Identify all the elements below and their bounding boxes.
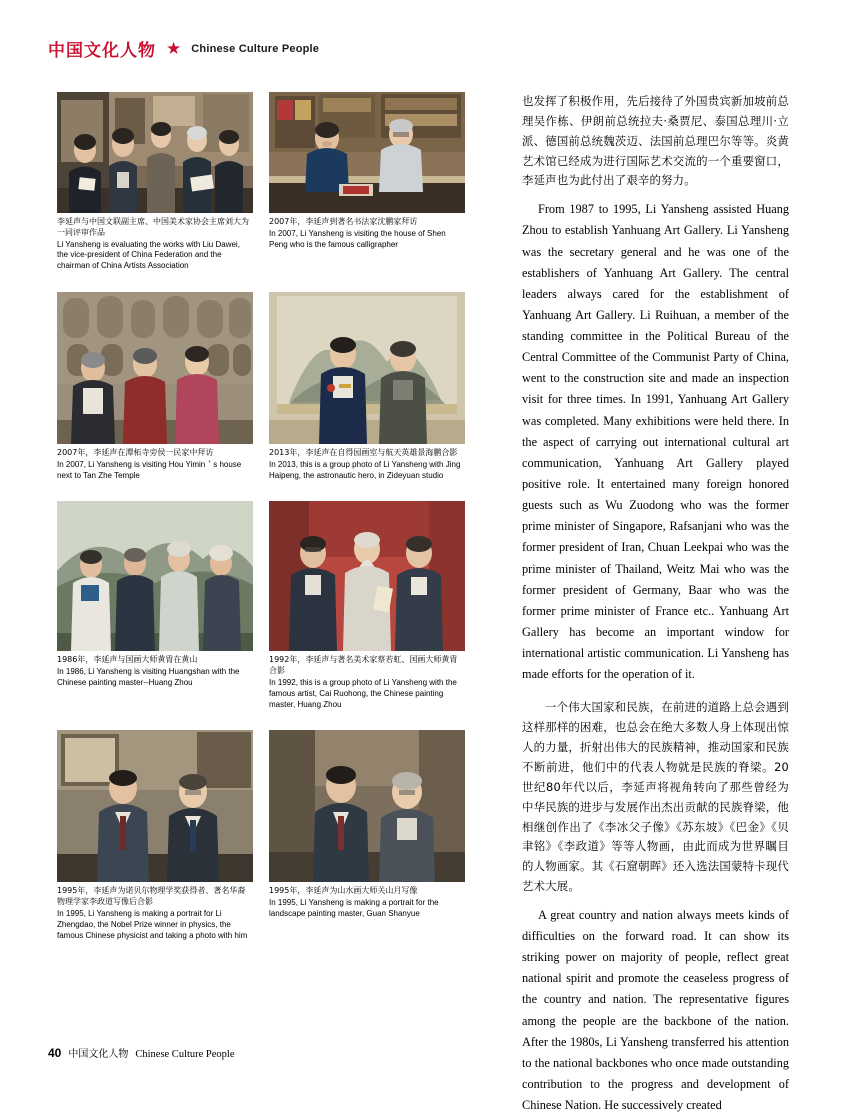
photo-image-two-men-portrait	[57, 730, 253, 882]
caption-en: In 1995, Li Yansheng is making a portrait for Li Zhengdao, the Nobel Prize winner in physics, the famous Chinese physicist and taking a photo with him	[57, 908, 248, 940]
caption-cn: 2013年，李延声在自得园画室与航天英雄景海鹏合影	[269, 447, 458, 457]
caption-cn: 2007年，李延声到著名书法家沈鹏家拜访	[269, 217, 418, 226]
page-number: 40	[48, 1046, 62, 1060]
caption-en: In 2007, Li Yansheng is visiting the house of Shen Peng who is the famous calligrapher	[269, 228, 446, 249]
footer-title-cn: 中国文化人物	[68, 1049, 129, 1060]
caption-en: In 2007, Li Yansheng is visiting Hou Yimin＇s house next to Tan Zhe Temple	[57, 459, 242, 480]
photo-block	[57, 730, 253, 941]
masthead-logo-en: Chinese Culture People	[191, 42, 320, 55]
photo-image-studio-astronaut	[269, 292, 465, 444]
photo-caption	[57, 448, 253, 481]
photo-image-two-men-seated	[269, 730, 465, 882]
photo-block	[269, 730, 465, 941]
photo-caption	[269, 886, 465, 919]
photo-block	[269, 501, 465, 710]
photo-block	[57, 292, 253, 481]
photo-block	[57, 501, 253, 710]
photo-caption	[57, 655, 253, 688]
photo-block	[269, 292, 465, 481]
photo-caption	[269, 448, 465, 481]
paragraph-en-1: From 1987 to 1995, Li Yansheng assisted Huang Zhou to establish Yanhuang Art Gallery. Li Yansheng was the secretary general and he was one of the establishers of Yanhuang Art Gallery. The central leaders always cared for the establishment of Yanhuang Art Gallery. Li Ruihuan, a member of the standing committee in the Political Bureau of the Central Committee of the Communist Party of China, went to the construction site and made an inspection visit for three times. In 1991, Yanhuang Art Gallery was completed. Many exhibitions were held there. In the aspect of carrying out international cultural art communication, Yanhuang Art Gallery played positive role. It entertained many foreign honored guests such as Wu Zuodong who was the former prime minister of Singapore, Rafsanjani who was the former president of Iran, Chuan Leekpai who was the prime minister of Thailand, Weitz Mai who was the former president of Germany, Baar who was the former prime minister of France etc.. Yanhuang Art Gallery has become an important window for international artistic communication. Li Yansheng has made efforts for the operation of it.	[522, 202, 789, 682]
caption-cn: 1986年，李延声与国画大师黄胄在黄山	[57, 655, 198, 665]
masthead-logo-cn: 中国文化人物	[48, 41, 156, 61]
caption-en: In 1992, this is a group photo of Li Yansheng with the famous artist, Cai Ruohong, the Chinese painting master, Huang Zhou	[269, 677, 457, 709]
photo-image-study-visit	[269, 92, 465, 213]
caption-en: In 1995, Li Yansheng is making a portrait for the landscape painting master, Guan Shanyue	[269, 898, 439, 918]
caption-en: Li Yansheng is evaluating the works with Liu Dawei, the vice-president of China Federation and the chairman of China Artists Association	[57, 239, 240, 271]
photo-caption	[269, 217, 465, 250]
photo-image-gallery-review	[57, 92, 253, 213]
page-footer	[48, 1045, 235, 1060]
photo-grid	[57, 92, 482, 961]
paragraph-en-2: A great country and nation always meets kinds of difficulties on the forward road. It can show its striking power on majority of people, reflect great national spirit and promote the ceaseless progress of the country and nation. The representative figures among the people are the backbone of the nation. After the 1980s, Li Yansheng transferred his attention to the national backbones who once made outstanding contribution to the progress and development of Chinese Nation. He successively created	[522, 907, 789, 1113]
caption-cn: 李延声与中国文联副主席、中国美术家协会主席刘大为一同评审作品	[57, 217, 249, 237]
star-icon: ★	[166, 39, 182, 58]
caption-cn: 1995年，李延声为诺贝尔物理学奖获得者、著名华裔物理学家李政道写像后合影	[57, 886, 246, 907]
article-text-column	[522, 92, 789, 1116]
photo-caption	[57, 217, 253, 272]
photo-block	[57, 92, 253, 272]
paragraph-cn-1: 也发挥了积极作用，先后接待了外国贵宾新加坡前总理吴作栋、伊朗前总统拉夫·桑贾尼、泰国总理川·立派、德国前总统魏茨迈、法国前总理巴尔等等。炎黄艺术馆已经成为进行国际艺术交流的一个重要窗口，李延声也为此付出了艰辛的努力。	[522, 94, 789, 188]
photo-caption	[57, 886, 253, 941]
photo-caption	[269, 655, 465, 710]
caption-cn: 2007年，李延声在潭柘寺旁侯一民家中拜访	[57, 447, 214, 457]
photo-image-mountain-group	[57, 501, 253, 651]
caption-en: In 2013, this is a group photo of Li Yansheng with Jing Haipeng, the astronautic hero, in Zideyuan studio	[269, 459, 461, 480]
caption-cn: 1995年，李延声为山水画大师关山月写像	[269, 886, 418, 896]
photo-image-temple-group	[57, 292, 253, 444]
photo-image-three-men-indoor	[269, 501, 465, 651]
caption-cn: 1992年，李延声与著名美术家蔡若虹、国画大师黄胄合影	[269, 655, 458, 676]
masthead	[48, 36, 319, 61]
footer-title-en: Chinese Culture People	[135, 1049, 235, 1060]
paragraph-cn-2: 一个伟大国家和民族，在前进的道路上总会遇到这样那样的困难，也总会在绝大多数人身上体现出惊人的力量，折射出伟大的民族精神，推动国家和民族不断前进，他们中的代表人物就是民族的脊梁。20世纪80年代以后，李延声将视角转向了那些曾经为中华民族的进步与发展作出杰出贡献的民族脊梁，他相继创作出了《李冰父子像》《苏东坡》《巴金》《贝聿铭》《李政道》等等人物画，由此而成为世界瞩目的人物画家。其《石窟朝晖》还入选法国蒙特卡现代艺术大展。	[522, 700, 789, 894]
caption-en: In 1986, Li Yansheng is visiting Huangshan with the Chinese painting master--Huang Zhou	[57, 667, 240, 687]
photo-block	[269, 92, 465, 272]
